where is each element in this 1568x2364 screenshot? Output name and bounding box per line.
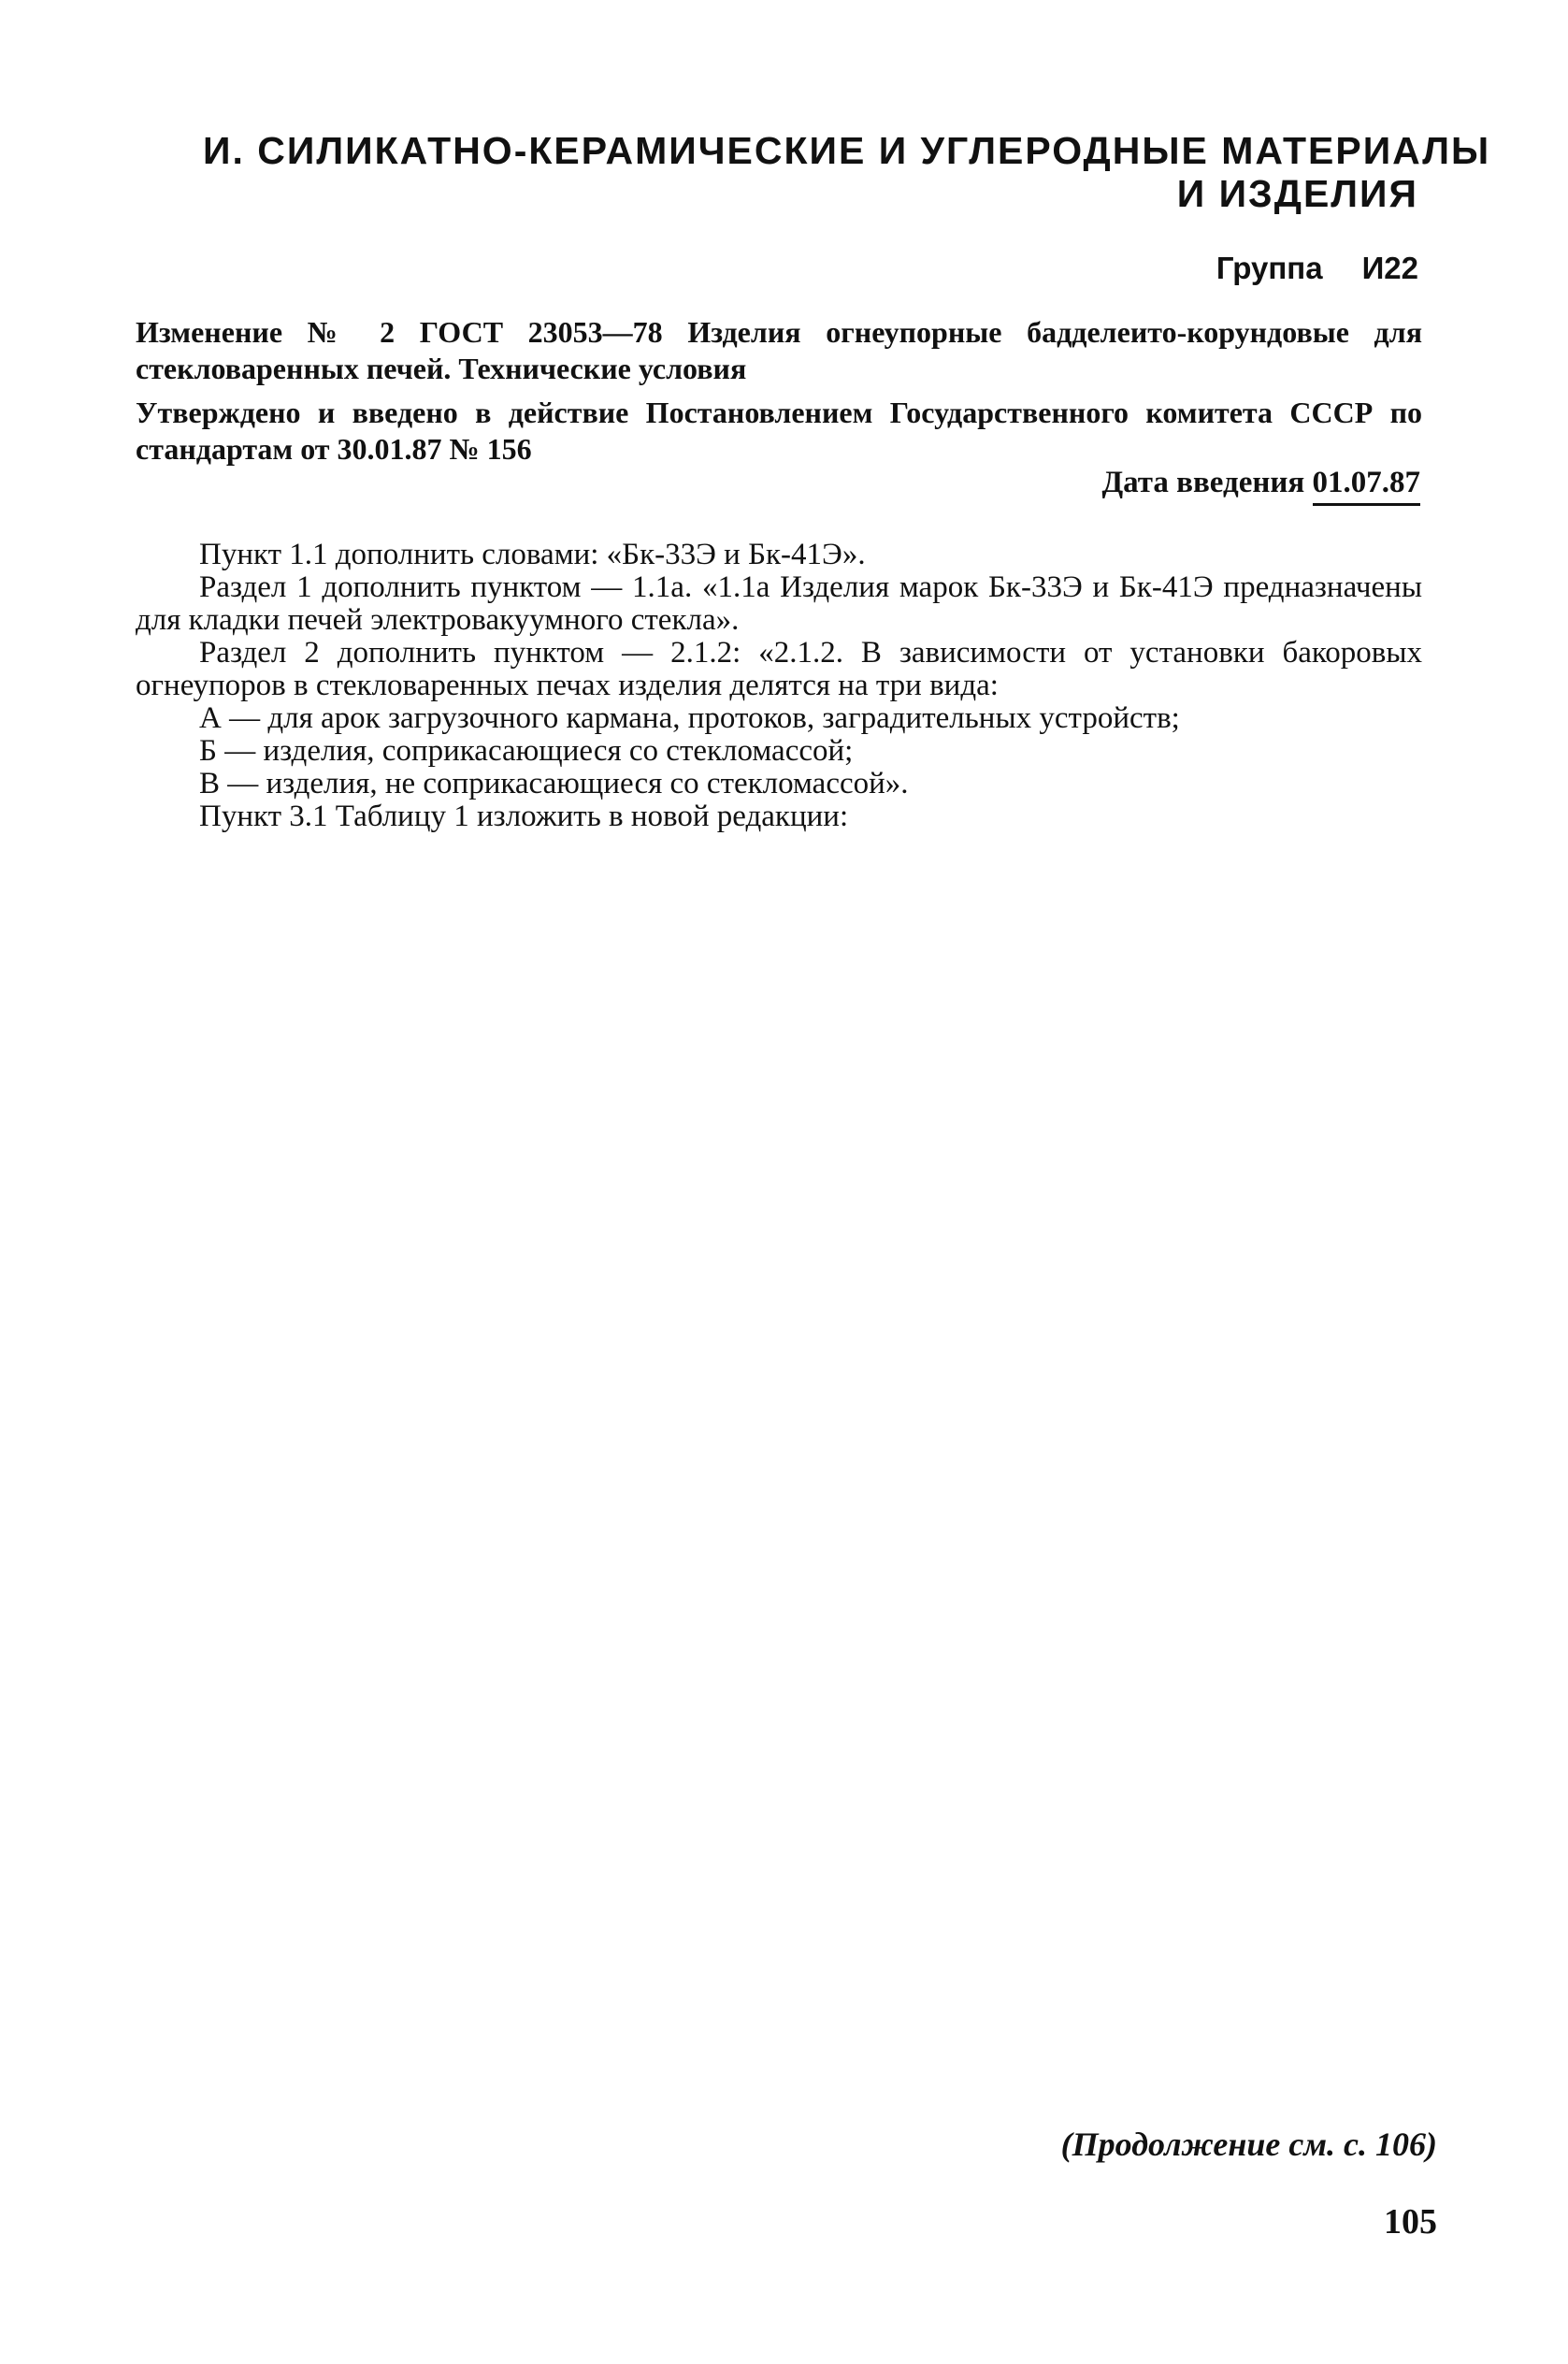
list-item-a: А — для арок загрузочного кармана, протоков, заградительных устройств;: [199, 701, 1180, 735]
group-label: Группа: [1216, 251, 1323, 285]
paragraph-1: Пункт 1.1 дополнить словами: «Бк-33Э и Бк-41Э».: [199, 538, 866, 571]
approval-statement: Утверждено и введено в действие Постановлением Государственного комитета СССР по стандартам от 30.01.87 № 156: [136, 396, 1422, 466]
paragraph-2: Раздел 1 дополнить пунктом — 1.1а. «1.1а Изделия марок Бк-33Э и Бк-41Э предназначены для кладки печей электровакуумного стекла».: [136, 570, 1422, 637]
introduction-date-value: 01.07.87: [1313, 466, 1421, 506]
list-item-b: Б — изделия, соприкасающиеся со стекломассой;: [199, 734, 854, 768]
section-heading-line-2: И ИЗДЕЛИЯ: [1176, 172, 1418, 215]
group-classification: [1216, 251, 1418, 286]
paragraph-3: Раздел 2 дополнить пунктом — 2.1.2: «2.1.2. В зависимости от установки бакоровых огнеупоров в стекловаренных печах изделия делятся на три вида:: [136, 636, 1422, 702]
group-code: И22: [1361, 251, 1418, 285]
page-number: 105: [1384, 2202, 1437, 2241]
list-item-v: В — изделия, не соприкасающиеся со стекломассой».: [199, 767, 909, 800]
amendment-title: Изменение № 2 ГОСТ 23053—78 Изделия огнеупорные бадделеито-корундовые для стекловаренных печей. Технические условия: [136, 315, 1422, 385]
paragraph-7: Пункт 3.1 Таблицу 1 изложить в новой редакции:: [199, 800, 849, 833]
introduction-date: [1101, 466, 1420, 500]
continuation-note: (Продолжение см. с. 106): [1060, 2126, 1437, 2163]
amendment-body: [136, 539, 1422, 833]
section-heading-line-1: И. СИЛИКАТНО-КЕРАМИЧЕСКИЕ И УГЛЕРОДНЫЕ МАТЕРИАЛЫ: [203, 129, 1491, 172]
introduction-date-label: Дата введения: [1101, 466, 1305, 499]
